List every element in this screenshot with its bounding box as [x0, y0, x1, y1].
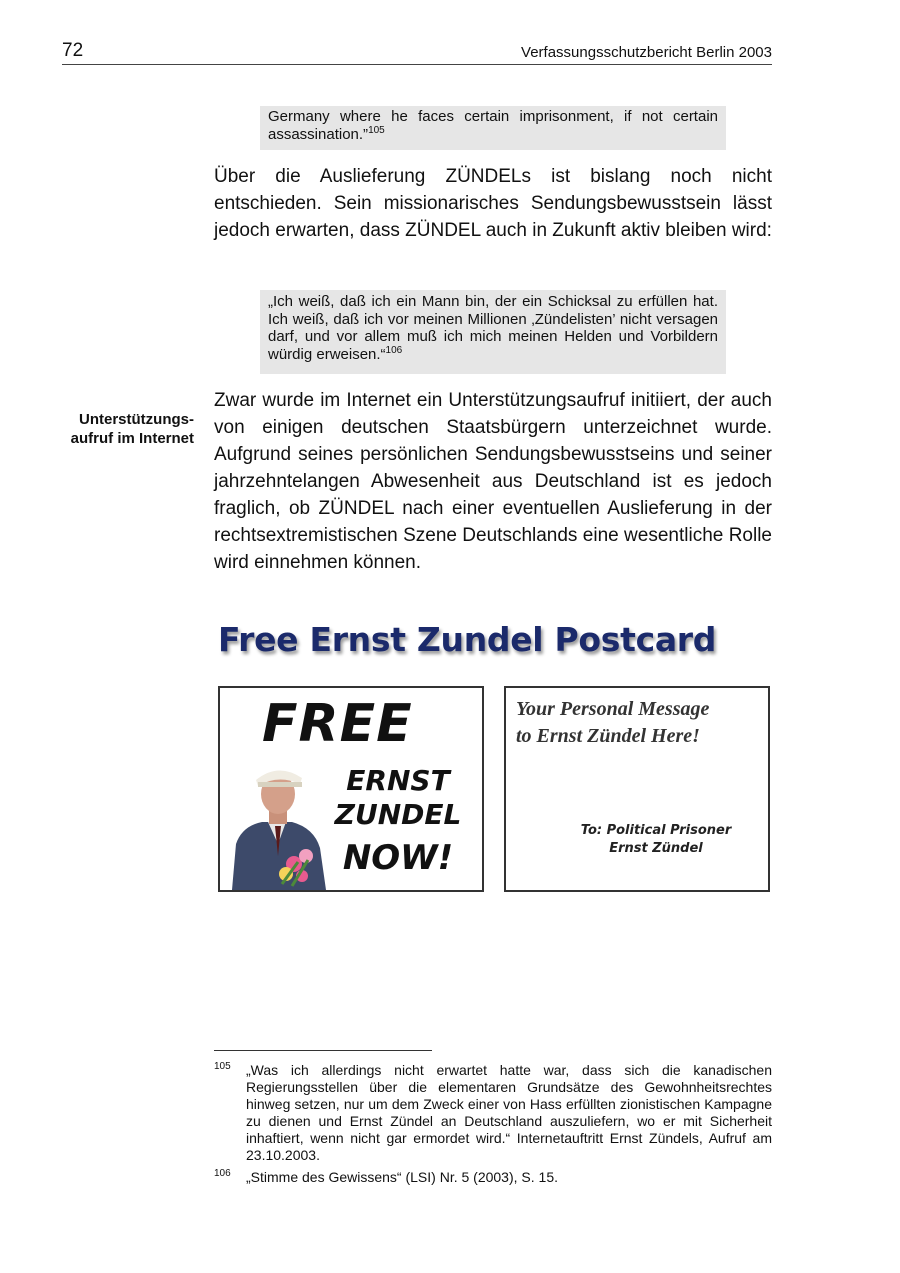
postcard-free-label: FREE	[262, 694, 413, 754]
running-header: Verfassungsschutzbericht Berlin 2003	[521, 44, 772, 61]
paragraph-2: Zwar wurde im Internet ein Unterstützungsaufruf initiiert, der auch von einigen deutschen Staatsbürgern unterzeichnet wurde. Aufgrund seines persönlichen Sendungsbewusstseins und seiner jahrzehntelangen Abwesenheit aus Deutschland ist es jedoch fraglich, ob ZÜNDEL nach einer eventuellen Auslieferung in der rechtsextremistischen Szene Deutschlands eine wesentliche Rolle wird einnehmen können.	[214, 390, 772, 573]
postcard-address	[556, 822, 756, 858]
postcard-name-line-1: ERNST	[346, 764, 450, 797]
footnote-105	[214, 1062, 772, 1164]
quote-box-2	[260, 290, 726, 374]
postcard-address-line-2: Ernst Zündel	[609, 841, 703, 856]
postcard-name-line-2: ZUNDEL	[334, 798, 462, 831]
postcard-back	[504, 686, 770, 892]
footnote-105-text: „Was ich allerdings nicht erwartet hatte war, dass sich die kanadischen Regierungsstellen über die elementaren Grundsätze des Gewohnheitsrechtes hinweg setzen, nur um dem Zweck einer von Hass erfüllten zionistischen Kampagne zu dienen und Ernst Zündel an Deutschland auszuliefern, wo er mit Sicherheit inhaftiert, wenn nicht gar ermordet wird.“ Internetauftritt Ernst Zündels, Aufruf am 23.10.2003.	[246, 1062, 772, 1163]
footnote-ref-105[interactable]: 105	[368, 124, 385, 136]
postcard-address-line-1: To: Political Prisoner	[580, 823, 732, 838]
postcard-message-line-2: to Ernst Zündel Here!	[516, 725, 700, 747]
footnote-106	[214, 1169, 772, 1186]
footnote-ref-106[interactable]: 106	[385, 344, 403, 356]
page-number: 72	[62, 40, 84, 61]
postcard-title: Free Ernst Zundel Postcard	[218, 620, 717, 659]
paragraph-1: Über die Auslieferung ZÜNDELs ist bislang noch nicht entschieden. Sein missionarisches Sendungsbewusstsein lässt jedoch erwarten, dass ZÜNDEL auch in Zukunft aktiv bleiben wird:	[214, 166, 772, 241]
postcard-message	[516, 696, 709, 750]
margin-note	[40, 410, 194, 448]
footnote-105-number: 105	[214, 1061, 231, 1072]
person-photo-image	[222, 744, 332, 890]
margin-note-line-2: aufruf im Internet	[70, 430, 194, 447]
postcard-now-label: NOW!	[342, 838, 454, 878]
postcard-front	[218, 686, 484, 892]
quote-1-text: Germany where he faces certain imprisonment, if not certain assassination.”	[268, 108, 718, 143]
quote-2-text: „Ich weiß, daß ich ein Mann bin, der ein Schicksal zu erfüllen hat. Ich weiß, daß ich vor meinen Millionen ‚Zündelisten’ nicht versagen darf, und vor allem muß ich mich meinen Helden und Vorbildern würdig erweisen.“	[268, 293, 718, 363]
footnote-rule	[214, 1050, 432, 1051]
margin-note-line-1: Unterstützungs-	[79, 411, 194, 428]
footnote-106-number: 106	[214, 1168, 231, 1179]
postcard-message-line-1: Your Personal Message	[516, 698, 710, 720]
footnote-106-text: „Stimme des Gewissens“ (LSI) Nr. 5 (2003), S. 15.	[246, 1169, 558, 1185]
header-rule	[62, 64, 772, 65]
quote-box-1	[260, 106, 726, 150]
